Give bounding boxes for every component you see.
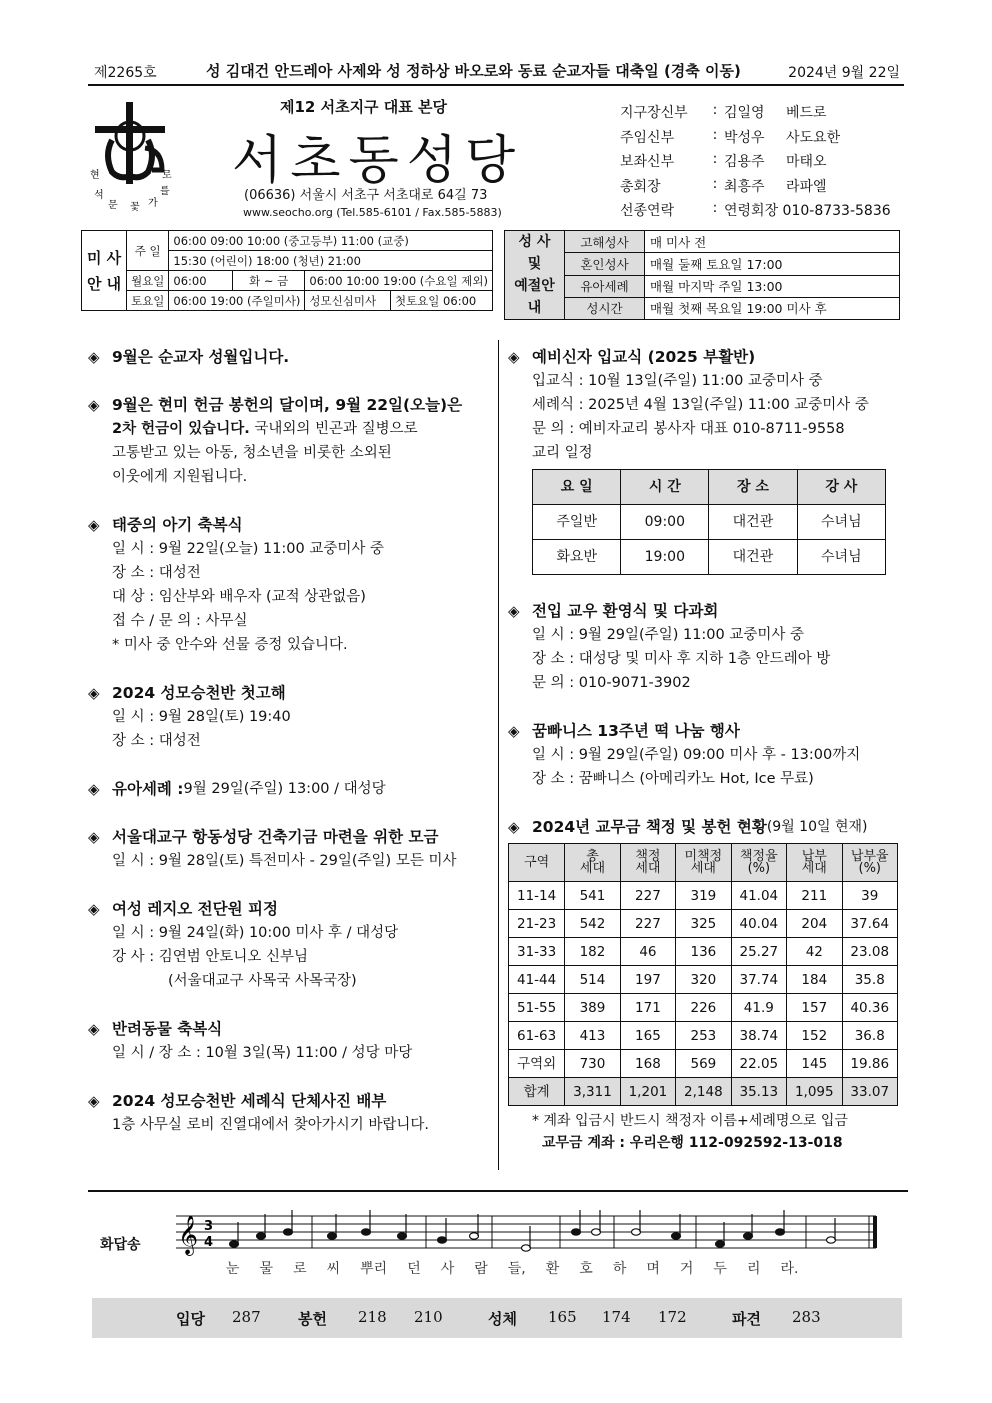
table-cell: 204	[787, 910, 842, 938]
table-total-row	[509, 1078, 898, 1106]
psalm-lyrics	[226, 1258, 818, 1278]
column-divider	[498, 340, 499, 1170]
notice-line: 장 소 : 대성당 및 미사 후 지하 1층 안드레아 방	[532, 651, 831, 667]
table-cell: 38.74	[731, 1022, 786, 1050]
notice-title: 2024년 교무금 책정 및 봉헌 현황	[532, 818, 767, 836]
table-row	[509, 882, 898, 910]
table-cell: 21-23	[509, 910, 565, 938]
table-cell: 40.04	[731, 910, 786, 938]
table-header: 책정 세대	[620, 844, 675, 882]
sacrament-value: 매월 마지막 주일 13:00	[645, 275, 900, 297]
notice-second-collection	[88, 393, 488, 489]
notice-title: 태중의 아기 축복식	[112, 516, 243, 534]
saturday-time: 06:00 19:00 (주일미사)	[169, 291, 305, 311]
notice-baby-blessing	[88, 513, 488, 657]
left-column	[88, 345, 488, 1161]
lyric-syllable: 호	[579, 1261, 593, 1277]
staff-role: 선종연락	[620, 203, 675, 219]
notice-line: 입교식 : 10월 13일(주일) 11:00 교중미사 중	[532, 373, 823, 389]
notice-martyrs-month	[88, 345, 488, 369]
staff-row: 선종연락 : 연령회장 010-8733-5836	[620, 200, 900, 225]
sacrament-label: 혼인성사	[565, 253, 645, 275]
parish-contact: www.seocho.org (Tel.585-6101 / Fax.585-5883)	[243, 206, 502, 219]
table-cell: 23.08	[842, 938, 897, 966]
staff-name: 박성우	[724, 129, 765, 146]
table-cell: 320	[676, 966, 731, 994]
entrance-hymn-label: 입당	[176, 1310, 205, 1328]
notice-line: 세례식 : 2025년 4월 13일(주일) 11:00 교중미사 중	[532, 397, 869, 413]
table-cell: 171	[620, 994, 675, 1022]
lyric-syllable: 씨	[326, 1261, 341, 1277]
notice-line: 일 시 : 9월 29일(주일) 11:00 교중미사 중	[532, 627, 805, 643]
sacrament-label: 고해성사	[565, 231, 645, 253]
table-cell: 19:00	[621, 540, 709, 575]
staff-row: 총회장 : 최흥주 라파엘	[620, 176, 900, 201]
logo-char-3: 석	[94, 190, 104, 201]
table-header: 책정율 (%)	[731, 844, 786, 882]
staff-baptismal-name: 사도요한	[786, 129, 841, 146]
notice-title: 꿈빠니스 13주년 떡 나눔 행사	[532, 722, 740, 740]
table-cell: 51-55	[509, 994, 565, 1022]
table-cell: 1,201	[620, 1078, 675, 1106]
parish-logo	[90, 100, 200, 215]
table-cell: 37.74	[731, 966, 786, 994]
table-header: 납부율 (%)	[842, 844, 897, 882]
notice-title: 9월은 순교자 성월입니다.	[112, 348, 290, 366]
diamond-bullet-icon: ◈	[88, 828, 100, 846]
table-cell: 합계	[509, 1078, 565, 1106]
table-row	[533, 505, 886, 540]
table-header: 시 간	[621, 470, 709, 505]
staff-list	[620, 102, 900, 225]
notice-text: 9월 29일(주일) 13:00 / 대성당	[183, 781, 386, 797]
table-cell: 40.36	[842, 994, 897, 1022]
sunday-times-2: 15:30 (어린이) 18:00 (청년) 21:00	[169, 251, 493, 271]
sunday-label: 주 일	[127, 231, 169, 271]
sacrament-label: 유아세례	[565, 275, 645, 297]
table-cell: 168	[620, 1050, 675, 1078]
table-cell: 569	[676, 1050, 731, 1078]
notice-title: 예비신자 입교식 (2025 부활반)	[532, 348, 756, 366]
diamond-bullet-icon: ◈	[88, 900, 100, 918]
table-cell: 35.8	[842, 966, 897, 994]
table-cell: 39	[842, 882, 897, 910]
lyric-syllable: 들,	[507, 1261, 526, 1277]
mass-schedule-table	[81, 230, 493, 311]
lyric-syllable: 리	[746, 1261, 761, 1277]
lyric-syllable: 라.	[780, 1261, 799, 1277]
sunday-times-1: 06:00 09:00 10:00 (중고등부) 11:00 (교중)	[169, 231, 493, 251]
table-cell: 31-33	[509, 938, 565, 966]
issue-number: 제2265호	[94, 65, 157, 81]
notice-line: 대 상 : 임산부와 배우자 (교적 상관없음)	[112, 589, 366, 605]
table-cell: 구역외	[509, 1050, 565, 1078]
parish-dues-table	[508, 843, 898, 1106]
saturday-extra-1: 성모신심미사	[305, 291, 391, 311]
table-cell: 42	[787, 938, 842, 966]
table-cell: 145	[787, 1050, 842, 1078]
notice-line: 1층 사무실 로비 진열대에서 찾아가시기 바랍니다.	[112, 1117, 430, 1133]
notice-line: (서울대교구 사목국 사목국장)	[168, 973, 357, 989]
notice-line: 일 시 : 9월 22일(오늘) 11:00 교중미사 중	[112, 541, 385, 557]
table-cell: 253	[676, 1022, 731, 1050]
table-row	[509, 1050, 898, 1078]
table-cell: 152	[787, 1022, 842, 1050]
lyric-syllable: 거	[679, 1261, 694, 1277]
table-cell: 541	[565, 882, 620, 910]
right-column	[508, 345, 900, 1154]
sacraments-table	[504, 230, 900, 320]
diamond-bullet-icon: ◈	[508, 348, 520, 366]
notice-line: 문 의 : 010-9071-3902	[532, 675, 691, 691]
staff-name: 연령회장 010-8733-5836	[724, 203, 891, 219]
table-cell: 211	[787, 882, 842, 910]
treble-clef-icon: 𝄞	[178, 1215, 199, 1255]
table-cell: 2,148	[676, 1078, 731, 1106]
table-cell: 325	[676, 910, 731, 938]
notice-line: 문 의 : 예비자교리 봉사자 대표 010-8711-9558	[532, 421, 845, 437]
feast-title: 성 김대건 안드레아 사제와 성 정하상 바오로와 동료 순교자들 대축일 (경축 이동)	[206, 62, 741, 80]
staff-baptismal-name: 베드로	[786, 105, 827, 121]
notice-parish-dues	[508, 815, 900, 1154]
communion-hymn-number-2: 174	[602, 1308, 631, 1326]
communion-hymn-number-1: 165	[548, 1308, 577, 1326]
table-cell: 33.07	[842, 1078, 897, 1106]
top-bar	[88, 58, 904, 86]
notice-line: 일 시 : 9월 29일(주일) 09:00 미사 후 - 13:00까지	[532, 747, 861, 763]
lyric-syllable: 며	[646, 1261, 660, 1277]
dismissal-hymn-number: 283	[792, 1308, 821, 1326]
staff-role: 총회장	[620, 178, 661, 195]
diamond-bullet-icon: ◈	[88, 396, 100, 414]
notice-catechumen	[508, 345, 900, 575]
table-cell: 182	[565, 938, 620, 966]
diamond-bullet-icon: ◈	[508, 602, 520, 620]
logo-char-7: 가	[148, 198, 158, 209]
table-cell: 대건관	[709, 540, 797, 575]
notice-line: 장 소 : 대성전	[112, 733, 201, 749]
staff-row: 지구장신부 : 김일영 베드로	[620, 102, 900, 127]
lyric-syllable: 람	[474, 1261, 488, 1277]
table-cell: 36.8	[842, 1022, 897, 1050]
hymn-numbers-bar	[92, 1298, 902, 1338]
staff-name: 김용주	[724, 154, 765, 170]
staff-name: 김일영	[724, 105, 765, 121]
logo-char-6: 꽃	[130, 202, 140, 213]
notice-line: 교리 일정	[532, 445, 593, 461]
svg-text:4: 4	[204, 1235, 214, 1250]
diamond-bullet-icon: ◈	[88, 1092, 100, 1110]
table-row	[509, 994, 898, 1022]
table-cell: 수녀님	[797, 540, 885, 575]
table-cell: 25.27	[731, 938, 786, 966]
diamond-bullet-icon: ◈	[88, 516, 100, 534]
table-cell: 226	[676, 994, 731, 1022]
table-cell: 165	[620, 1022, 675, 1050]
table-header: 장 소	[709, 470, 797, 505]
diamond-bullet-icon: ◈	[88, 780, 100, 798]
mass-schedule-head: 미 사 안 내	[82, 231, 127, 311]
bottom-divider	[88, 1190, 908, 1192]
notice-text: 국내외의 빈곤과 질병으로	[249, 421, 418, 437]
notice-welcome-reception	[508, 599, 900, 695]
table-header: 요 일	[533, 470, 621, 505]
table-cell: 수녀님	[797, 505, 885, 540]
dismissal-hymn-label: 파견	[732, 1310, 761, 1328]
table-cell: 136	[676, 938, 731, 966]
notice-title: 2024 성모승천반 첫고해	[112, 684, 286, 702]
logo-char-4: 를	[160, 186, 170, 197]
staff-row: 보좌신부 : 김용주 마태오	[620, 151, 900, 176]
notice-first-confession	[88, 681, 488, 753]
staff-baptismal-name: 마태오	[786, 154, 827, 170]
table-row	[509, 966, 898, 994]
table-cell: 3,311	[565, 1078, 620, 1106]
table-cell: 화요반	[533, 540, 621, 575]
notice-title: 9월은 현미 헌금 봉헌의 달이며, 9월 22일(오늘)은	[112, 396, 463, 414]
lyric-syllable: 던	[407, 1261, 421, 1277]
staff-role: 보좌신부	[620, 154, 675, 170]
table-cell: 41.04	[731, 882, 786, 910]
notice-title: 유아세례 :	[112, 780, 184, 798]
parish-subtitle: 제12 서초지구 대표 본당	[280, 98, 447, 116]
table-row	[509, 910, 898, 938]
staff-role: 지구장신부	[620, 105, 688, 121]
svg-text:3: 3	[204, 1219, 214, 1234]
notice-text: 고통받고 있는 아동, 청소년을 비롯한 소외된	[112, 445, 392, 461]
notice-line: 강 사 : 김연범 안토니오 신부님	[112, 949, 309, 965]
sacrament-value: 매 미사 전	[645, 231, 900, 253]
table-row	[509, 1022, 898, 1050]
lyric-syllable: 눈	[226, 1261, 240, 1277]
table-cell: 413	[565, 1022, 620, 1050]
diamond-bullet-icon: ◈	[88, 1020, 100, 1038]
lyric-syllable: 뿌리	[360, 1261, 388, 1277]
table-row	[533, 540, 886, 575]
notice-group-photo	[88, 1089, 488, 1137]
notice-title: 서울대교구 항동성당 건축기금 마련을 위한 모금	[112, 828, 439, 846]
saturday-extra-2: 첫토요일 06:00	[390, 291, 492, 311]
table-cell: 227	[620, 882, 675, 910]
logo-char-1: 현	[90, 170, 100, 181]
table-row	[509, 938, 898, 966]
dues-note: * 계좌 입금시 반드시 책정자 이름+세례명으로 입금	[532, 1113, 848, 1129]
table-cell: 319	[676, 882, 731, 910]
communion-hymn-number-3: 172	[658, 1308, 687, 1326]
lyric-syllable: 로	[293, 1261, 307, 1277]
notice-rice-cake-event	[508, 719, 900, 791]
notice-title: 여성 레지오 전단원 피정	[112, 900, 278, 918]
sacrament-value: 매월 둘째 토요일 17:00	[645, 253, 900, 275]
table-cell: 61-63	[509, 1022, 565, 1050]
staff-role: 주임신부	[620, 129, 675, 146]
table-cell: 35.13	[731, 1078, 786, 1106]
table-cell: 22.05	[731, 1050, 786, 1078]
notice-title: 전입 교우 환영식 및 다과회	[532, 602, 719, 620]
offertory-hymn-number-2: 210	[414, 1308, 443, 1326]
staff-baptismal-name: 라파엘	[786, 178, 827, 195]
table-cell: 37.64	[842, 910, 897, 938]
lyric-syllable: 환	[545, 1261, 560, 1277]
table-cell: 1,095	[787, 1078, 842, 1106]
communion-hymn-label: 성체	[488, 1310, 517, 1328]
staff-row: 주임신부 : 박성우 사도요한	[620, 127, 900, 152]
notice-infant-baptism	[88, 777, 488, 801]
notice-building-fund	[88, 825, 488, 873]
staff-name: 최흥주	[724, 178, 765, 195]
table-cell: 227	[620, 910, 675, 938]
monday-time: 06:00	[169, 271, 232, 291]
table-cell: 514	[565, 966, 620, 994]
monday-label: 월요일	[127, 271, 169, 291]
entrance-hymn-number: 287	[232, 1308, 261, 1326]
table-header: 강 사	[797, 470, 885, 505]
catechism-schedule-table	[532, 469, 886, 575]
table-cell: 157	[787, 994, 842, 1022]
table-cell: 주일반	[533, 505, 621, 540]
notice-line: 일 시 : 9월 24일(화) 10:00 미사 후 / 대성당	[112, 925, 399, 941]
table-cell: 542	[565, 910, 620, 938]
table-header: 납부 세대	[787, 844, 842, 882]
table-cell: 197	[620, 966, 675, 994]
lyric-syllable: 하	[612, 1261, 627, 1277]
saturday-label: 토요일	[127, 291, 169, 311]
table-cell: 184	[787, 966, 842, 994]
notice-line: 일 시 : 9월 28일(토) 특전미사 - 29일(주일) 모든 미사	[112, 853, 457, 869]
table-cell: 대건관	[709, 505, 797, 540]
diamond-bullet-icon: ◈	[508, 722, 520, 740]
table-cell: 09:00	[621, 505, 709, 540]
table-cell: 41.9	[731, 994, 786, 1022]
sacrament-value: 매월 첫째 목요일 19:00 미사 후	[645, 297, 900, 319]
lyric-syllable: 물	[259, 1261, 274, 1277]
notice-title-continued: 2차 헌금이 있습니다.	[112, 421, 250, 437]
notice-line: 장 소 : 대성전	[112, 565, 201, 581]
notice-line: 일 시 / 장 소 : 10월 3일(목) 11:00 / 성당 마당	[112, 1045, 413, 1061]
table-header: 미책정 세대	[676, 844, 731, 882]
table-cell: 389	[565, 994, 620, 1022]
notice-line: 장 소 : 꿈빠니스 (아메리카노 Hot, Ice 무료)	[532, 771, 814, 787]
parish-name: 서초동성당	[232, 131, 524, 191]
table-cell: 730	[565, 1050, 620, 1078]
logo-char-5: 문	[108, 200, 118, 211]
diamond-bullet-icon: ◈	[88, 684, 100, 702]
notice-title: 반려동물 축복식	[112, 1020, 223, 1038]
logo-char-2: 로	[162, 170, 172, 181]
table-cell: 11-14	[509, 882, 565, 910]
notice-text: 이웃에게 지원됩니다.	[112, 469, 248, 485]
psalm-label: 화답송	[100, 1237, 141, 1253]
table-cell: 46	[620, 938, 675, 966]
notice-subtitle: (9월 10일 현재)	[766, 819, 868, 835]
bulletin-date: 2024년 9월 22일	[788, 65, 900, 81]
parish-address: (06636) 서울시 서초구 서초대로 64길 73	[244, 188, 488, 203]
notice-line: 접 수 / 문 의 : 사무실	[112, 613, 248, 629]
dues-account: 교무금 계좌 : 우리은행 112-092592-13-018	[542, 1135, 843, 1151]
weekday-label: 화 ~ 금	[232, 271, 305, 291]
table-header: 구역	[509, 844, 565, 882]
notice-title: 2024 성모승천반 세례식 단체사진 배부	[112, 1092, 387, 1110]
notice-line: * 미사 중 안수와 선물 증정 있습니다.	[112, 637, 348, 653]
diamond-bullet-icon: ◈	[88, 348, 100, 366]
table-header: 총 세대	[565, 844, 620, 882]
offertory-hymn-label: 봉헌	[298, 1310, 327, 1328]
weekday-time: 06:00 10:00 19:00 (수요일 제외)	[305, 271, 493, 291]
table-cell: 41-44	[509, 966, 565, 994]
table-cell: 19.86	[842, 1050, 897, 1078]
offertory-hymn-number-1: 218	[358, 1308, 387, 1326]
lyric-syllable: 사	[440, 1261, 455, 1277]
notice-legio-retreat	[88, 897, 488, 993]
sacraments-head: 성 사 및 예절안내	[505, 231, 565, 320]
diamond-bullet-icon: ◈	[508, 818, 520, 836]
lyric-syllable: 두	[713, 1261, 727, 1277]
notice-pet-blessing	[88, 1017, 488, 1065]
notice-line: 일 시 : 9월 28일(토) 19:40	[112, 709, 291, 725]
sacrament-label: 성시간	[565, 297, 645, 319]
